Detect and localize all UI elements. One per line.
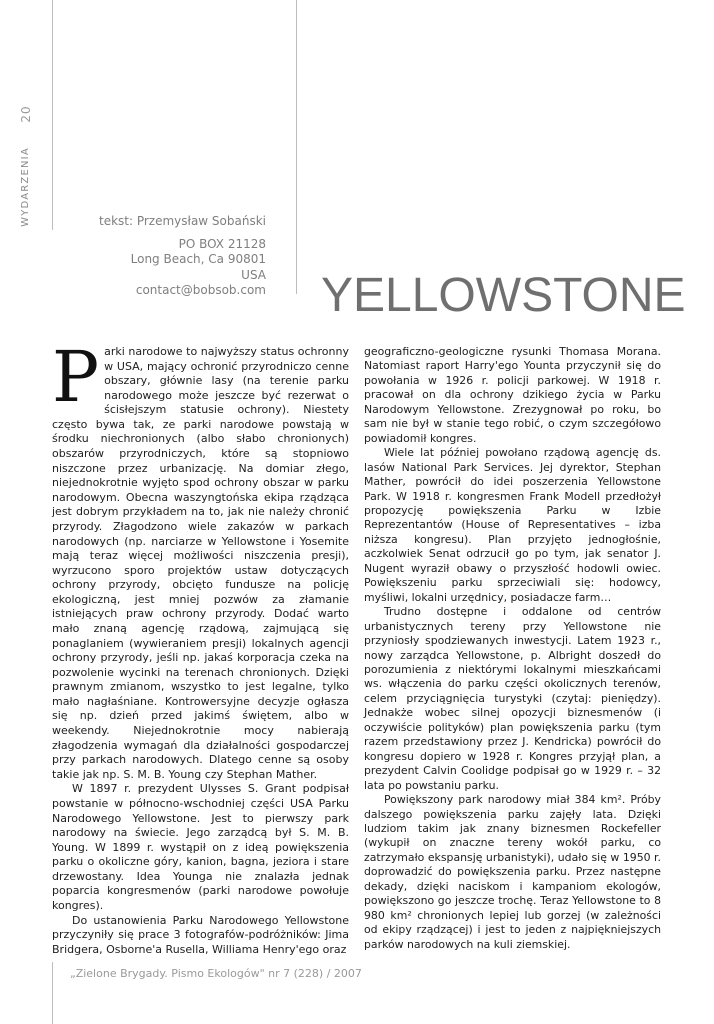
paragraph: Wiele lat później powołano rządową agencję ds. lasów National Park Services. Jej dyrektor, Stephan Mather, powrócił do idei poszerzenia Yellowstone Park. W 1918 r. kongresmen Frank Modell przedłożył propozycję powiększenia Parku w Izbie Reprezentantów (House of Representatives – izba niższa kongresu). Plan przyjęto jednogłośnie, aczkolwiek Senat odrzucił go po tym, jak senator J. Nugent wyraził obawy o przyszłość hodowli owiec. Powiększeniu parku sprzeciwiali się: hodowcy, myśliwi, lokalni urzędnicy, posiadacze farm… — [364, 446, 661, 604]
address-line: PO BOX 21128 — [178, 237, 266, 251]
address-line: USA — [241, 267, 266, 282]
paragraph — [52, 336, 349, 782]
vertical-rule-top — [52, 0, 53, 230]
article-title: YELLOWSTONE — [321, 269, 686, 323]
paragraph: Trudno dostępne i oddalone od centrów urbanistycznych tereny przy Yellowstone nie przyniosły spodziewanych inwestycji. Latem 1923 r., nowy zarządca Yellowstone, p. Albright doszedł do porozumienia z niektórymi lokalnymi mieszkańcami ws. włączenia do parku części okolicznych terenów, celem przyciągnięcia turystyki (czytaj: pieniędzy). Jednakże wobec silnej opozycji biznesmenów (i oczywiście polityków) plan powiększenia parku (tym razem przedstawiony przez J. Kendricka) powrócił do kongresu dopiero w 1928 r. Kongres przyjął plan, a prezydent Calvin Coolidge podpisał go w 1929 r. – 32 lata po powstaniu parku. — [364, 605, 661, 792]
vertical-rule-bottom — [52, 962, 53, 1024]
article-column-left — [52, 336, 349, 957]
author-address — [131, 237, 266, 298]
author-line: tekst: Przemysław Sobański — [99, 214, 266, 228]
vertical-rule-header — [296, 0, 297, 294]
drop-cap: P — [52, 336, 100, 418]
paragraph: geograficzno-geologiczne rysunki Thomasa Morana. Natomiast raport Harry'ego Younta przyczynił się do powołania w 1926 r. policji parkowej. W 1918 r. pracował on dla ochrony dzikiego życia w Parku Narodowym Yellowstone. Zrezygnował po roku, bo sam nie był w stanie tego robić, o czym szczegółowo powiadomił kongres. — [364, 345, 661, 445]
paragraph-text: arki narodowe to najwyższy status ochronny w USA, mający ochronić przyrodniczo cenne obszary, głównie lasy (na terenie parku narodowego może jeszcze być rezerwat o ścisłejszym statusie ochrony). Niestety często bywa tak, ze parki narodowe powstają w środku niechronionych (albo słabo chronionych) obszarów przyrodniczych, które są stopniowo niszczone przez urbanizację. Na domiar złego, niejednokrotnie wyjęto spod ochrony obszar w parku narodowym. Obecna waszyngtońska ekipa rządząca jest dobrym przykładem na to, jak nie należy chronić przyrody. Złagodzono wiele zakazów w parkach narodowych (np. narciarze w Yellowstone i Yosemite mają teraz więcej możliwości niszczenia presji), wyrzucono sporo projektów ustaw dotyczących ochrony przyrody, obcięto fundusze na policję ekologiczną, jest mniej pozwów za złamanie istniejących praw ochrony przyrody. Dodać warto mało znaną agencję rządową, zajmującą się ponaglaniem (wywieraniem presji) lokalnych agencji ochrony przyrody, jeśli np. jakaś korporacja czeka na pozwolenie wycinki na terenach chronionych. Dzięki prawnym zmianom, wszystko to jest legalne, tylko mało nagłaśniane. Kontrowersyjne decyzje ogłasza się np. dzień przed jakimś świętem, albo w weekendy. Niejednokrotnie mocy nabierają złagodzenia wymagań dla działalności gospodarczej przy parkach narodowych. Dlatego cenne są osoby takie jak np. S. M. B. Young czy Stephan Mather. — [52, 345, 349, 781]
article-column-right — [364, 345, 661, 952]
address-email: contact@bobsob.com — [135, 282, 266, 297]
page-number: 20 — [19, 105, 33, 123]
paragraph: Powiększony park narodowy miał 384 km². Próby dalszego powiększenia parku zajęły lata. Dzięki ludziom takim jak znany biznesmen Rockefeller (wykupił on znaczne tereny wokół parku, co zatrzymało ekspansję urbanistyki), udało się w 1950 r. doprowadzić do powiększenia parku. Przez następne dekady, dzięki naciskom i kampaniom ekologów, powiększono go jeszcze trochę. Teraz Yellowstone to 8 980 km² chronionych lepiej lub gorzej (w zależności od ekipy rządzącej) i jest to jeden z najpiękniejszych parków narodowych na kuli ziemskiej. — [364, 793, 661, 951]
paragraph: W 1897 r. prezydent Ulysses S. Grant podpisał powstanie w północno-wschodniej części USA Parku Narodowego Yellowstone. Jest to pierwszy park narodowy na świecie. Jego zarządcą był S. M. B. Young. W 1899 r. wystąpił on z ideą powiększenia parku o okoliczne góry, kanion, bagna, jeziora i stare drzewostany. Idea Younga nie znalazła jednak poparcia kongresmenów (parki narodowe powołuje kongres). — [52, 782, 349, 912]
paragraph: Do ustanowienia Parku Narodowego Yellowstone przyczyniły się prace 3 fotografów-podróżników: Jima Bridgera, Osborne'a Rusella, Williama Henry'ego oraz — [52, 913, 349, 956]
address-line: Long Beach, Ca 90801 — [130, 252, 266, 267]
footer-citation: „Zielone Brygady. Pismo Ekologów" nr 7 (228) / 2007 — [70, 967, 362, 980]
section-label: WYDARZENIA — [20, 147, 31, 227]
